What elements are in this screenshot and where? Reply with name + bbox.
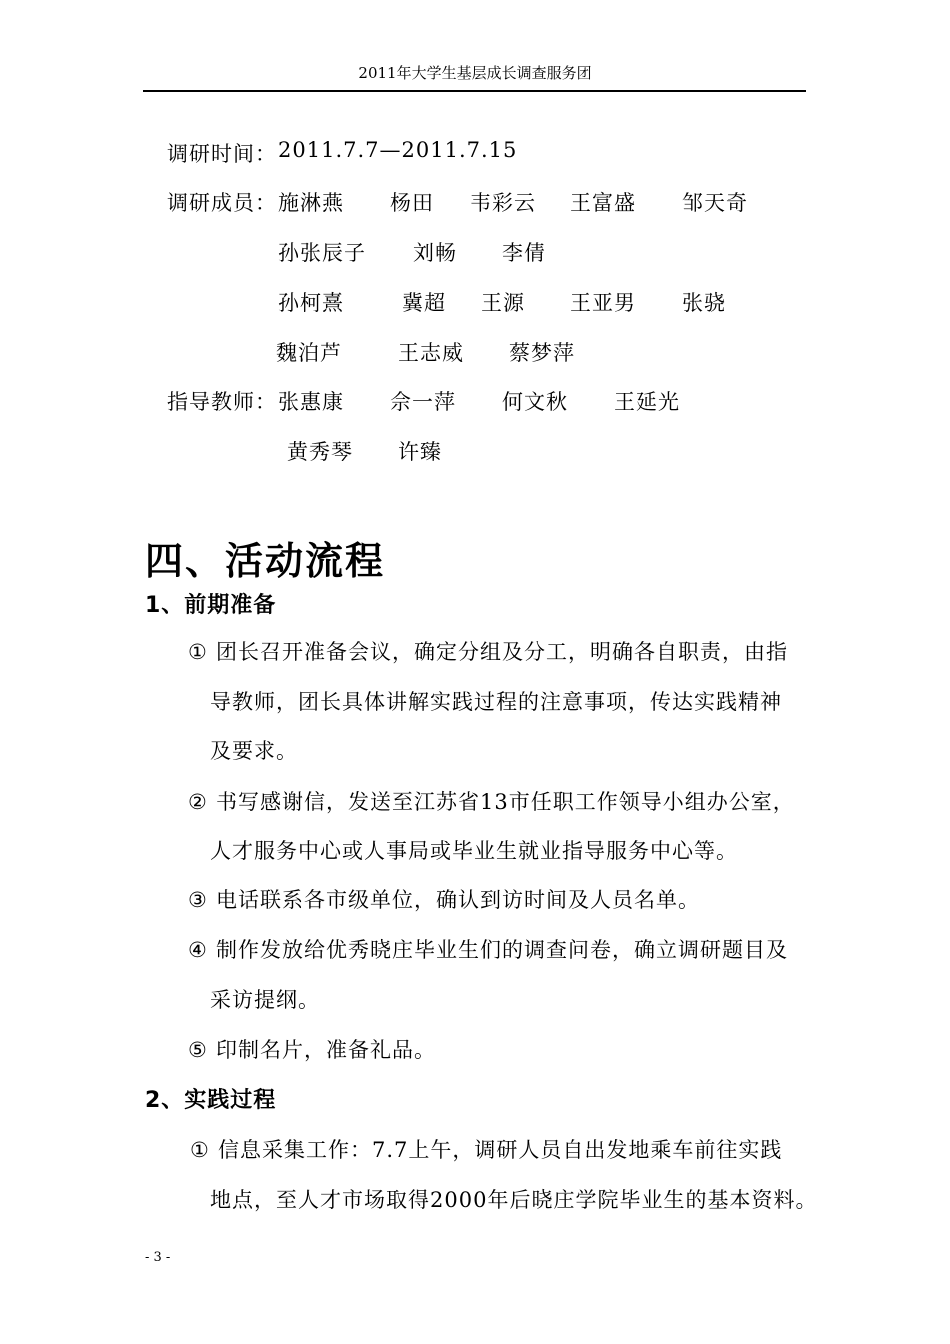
teacher-name: 佘一萍 <box>390 390 456 414</box>
subsection-title: 1、前期准备 <box>145 593 277 618</box>
member-name: 邹天奇 <box>682 191 748 215</box>
member-name: 张骁 <box>682 291 726 315</box>
member-name: 魏泊芦 <box>276 341 342 365</box>
list-item <box>190 1134 782 1164</box>
header-rule <box>143 90 806 92</box>
item-line: 制作发放给优秀晓庄毕业生们的调查问卷，确立调研题目及 <box>216 938 788 962</box>
member-name: 王源 <box>481 291 525 315</box>
item-line: 人才服务中心或人事局或毕业生就业指导服务中心等。 <box>210 839 738 863</box>
item-number: ④ <box>188 938 208 962</box>
member-name: 孙柯熹 <box>278 291 344 315</box>
list-item <box>188 1034 436 1064</box>
subsection-title: 2、实践过程 <box>145 1088 277 1113</box>
teachers-label: 指导教师： <box>167 390 277 414</box>
item-line: 印制名片，准备礼品。 <box>216 1038 436 1062</box>
member-name: 刘畅 <box>413 241 457 265</box>
item-line: 导教师，团长具体讲解实践过程的注意事项，传达实践精神 <box>210 690 782 714</box>
teacher-name: 张惠康 <box>278 390 344 414</box>
item-line: 书写感谢信，发送至江苏省13市任职工作领导小组办公室， <box>216 790 795 814</box>
item-line: 采访提纲。 <box>210 988 320 1012</box>
member-name: 韦彩云 <box>470 191 536 215</box>
time-label: 调研时间： <box>167 142 277 166</box>
list-item <box>188 636 788 666</box>
teacher-name: 何文秋 <box>502 390 568 414</box>
item-line: 电话联系各市级单位，确认到访时间及人员名单。 <box>216 888 700 912</box>
list-item <box>188 786 795 816</box>
teacher-name: 许臻 <box>398 440 442 464</box>
item-number: ⑤ <box>188 1038 208 1062</box>
section-title: 四、活动流程 <box>145 539 386 583</box>
member-name: 王志威 <box>398 341 464 365</box>
item-line: 及要求。 <box>210 739 298 763</box>
list-item <box>188 884 700 914</box>
item-line: 地点，至人才市场取得2000年后晓庄学院毕业生的基本资料。 <box>210 1188 818 1212</box>
member-name: 王亚男 <box>570 291 636 315</box>
teacher-name: 黄秀琴 <box>287 440 353 464</box>
members-label: 调研成员： <box>167 191 277 215</box>
page-number: - 3 - <box>145 1250 171 1265</box>
time-value: 2011.7.7—2011.7.15 <box>278 138 518 162</box>
item-number: ① <box>190 1138 210 1162</box>
member-name: 蔡梦萍 <box>509 341 575 365</box>
teacher-name: 王延光 <box>614 390 680 414</box>
member-name: 施淋燕 <box>278 191 344 215</box>
list-item <box>188 934 788 964</box>
page-header: 2011年大学生基层成长调查服务团 <box>358 64 592 82</box>
item-line: 信息采集工作：7.7上午，调研人员自出发地乘车前往实践 <box>218 1138 783 1162</box>
member-name: 王富盛 <box>570 191 636 215</box>
member-name: 李倩 <box>502 241 546 265</box>
member-name: 孙张辰子 <box>278 241 366 265</box>
member-name: 杨田 <box>390 191 434 215</box>
item-number: ② <box>188 790 208 814</box>
item-number: ① <box>188 640 208 664</box>
item-number: ③ <box>188 888 208 912</box>
member-name: 冀超 <box>402 291 446 315</box>
item-line: 团长召开准备会议，确定分组及分工，明确各自职责，由指 <box>216 640 788 664</box>
